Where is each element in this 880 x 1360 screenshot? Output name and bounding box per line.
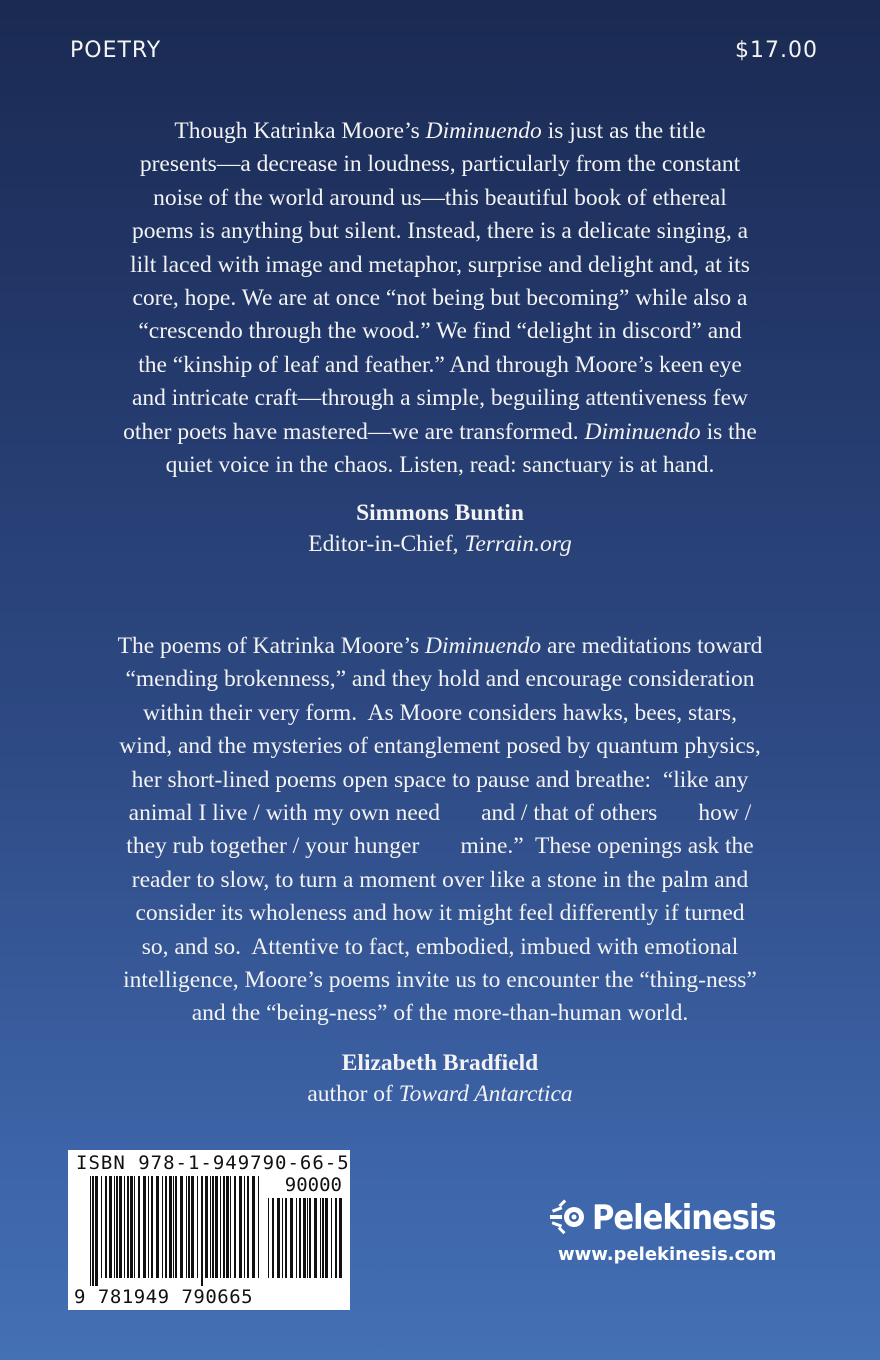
barcode-bar	[138, 1176, 140, 1278]
blurb-text: consider its wholeness and how it might feel differently if turned	[135, 900, 745, 927]
blurb-text: animal I live / with my own need and / that of others how /	[128, 800, 752, 827]
barcode-bar	[175, 1176, 177, 1278]
barcode-bar	[201, 1176, 203, 1286]
blurb-text: core, hope. We are at once “not being but becoming” while also a	[132, 285, 748, 312]
barcode-bar	[335, 1198, 337, 1278]
barcode-bar	[303, 1198, 306, 1278]
blurb-text: and the “being-ness” of the more-than-human world.	[191, 1000, 689, 1027]
blurb-line	[70, 830, 810, 863]
blurb-line	[70, 449, 810, 482]
barcode-bar	[130, 1176, 133, 1278]
barcode-bar	[215, 1176, 218, 1278]
barcode-bar	[244, 1176, 245, 1278]
barcode-bar	[210, 1176, 211, 1278]
blurb-line	[70, 349, 810, 382]
barcode-bar	[223, 1176, 225, 1278]
barcode-bar	[143, 1176, 146, 1278]
blurb-text: is the	[700, 418, 757, 445]
book-title-italic: Diminuendo	[425, 118, 542, 144]
barcode-bar	[339, 1198, 342, 1278]
barcode-bar	[114, 1176, 115, 1278]
blurb-line	[70, 697, 810, 730]
blurb-line	[70, 282, 810, 315]
price-code: 90000	[284, 1174, 342, 1196]
blurb-line	[70, 797, 810, 830]
barcode-bar	[277, 1198, 280, 1278]
barcode-bar	[162, 1176, 163, 1278]
blurb-text: “crescendo through the wood.” We find “delight in discord” and	[138, 318, 742, 345]
blurb-text: noise of the world around us—this beautiful book of ethereal	[153, 184, 727, 211]
barcode-bar	[314, 1198, 317, 1278]
blurb-text: other poets have mastered—we are transformed.	[123, 418, 585, 445]
blurb-text: the “kinship of leaf and feather.” And through Moore’s keen eye	[138, 351, 742, 378]
barcode-bar	[226, 1176, 229, 1278]
barcode-bar	[134, 1176, 135, 1278]
barcode-bar	[268, 1198, 269, 1278]
blurb-line	[70, 730, 810, 763]
blurb-text: they rub together / your hunger mine.” These openings ask the	[126, 833, 754, 860]
barcode-bar	[325, 1198, 328, 1278]
ean-digits: 9 781949 790665	[74, 1286, 254, 1308]
blurb-text: so, and so. Attentive to fact, embodied, imbued with emotional	[141, 933, 739, 960]
isbn-barcode	[68, 1150, 350, 1310]
barcode-bar	[151, 1176, 153, 1278]
barcode-bar	[180, 1176, 183, 1278]
blurb-text: are meditations toward	[541, 633, 763, 659]
blurb-text: The poems of Katrinka Moore’s	[117, 633, 425, 659]
barcode-bar	[272, 1198, 274, 1278]
publisher-name: Pelekinesis	[592, 1198, 776, 1238]
blurb-buntin	[70, 115, 810, 482]
blurb-line	[70, 663, 810, 696]
barcode-bar	[92, 1176, 94, 1286]
barcode-bar	[230, 1176, 231, 1278]
blurb-line	[70, 315, 810, 348]
blurb-line	[70, 997, 810, 1030]
blurb-text: her short-lined poems open space to pause and breathe: “like any	[131, 766, 749, 793]
barcode-bar	[95, 1176, 98, 1286]
blurb-line	[70, 148, 810, 181]
barcode-bar	[252, 1176, 255, 1278]
barcode-bar	[299, 1198, 301, 1278]
publisher-block	[548, 1198, 798, 1265]
publisher-url[interactable]: www.pelekinesis.com	[558, 1244, 777, 1265]
barcode-addon-bars	[268, 1198, 342, 1286]
barcode-bar	[285, 1198, 287, 1278]
blurb-line	[70, 416, 810, 449]
blurb-text: quiet voice in the chaos. Listen, read: sanctuary is at hand.	[165, 452, 715, 479]
blurb-text: Though Katrinka Moore’s	[174, 118, 426, 144]
sunburst-logo-icon	[548, 1198, 588, 1238]
barcode-bar	[188, 1176, 190, 1278]
barcode-bar	[307, 1198, 308, 1278]
blurb-author-role: author of Toward Antarctica	[307, 1081, 573, 1107]
barcode-bar	[220, 1176, 221, 1278]
barcode-bar	[205, 1176, 208, 1278]
blurb-text: reader to slow, to turn a moment over like a stone in the palm and	[131, 866, 749, 893]
barcode-bar	[191, 1176, 194, 1278]
blurb-bradfield	[70, 630, 810, 1031]
barcode-bar	[119, 1176, 122, 1278]
barcode-bar	[282, 1198, 283, 1278]
barcode-bar	[234, 1176, 236, 1278]
barcode-bar	[90, 1176, 91, 1286]
barcode-bar	[247, 1176, 249, 1278]
barcode-bar	[173, 1176, 174, 1278]
barcode-bar	[169, 1176, 172, 1278]
barcode-bar	[124, 1176, 125, 1278]
blurb-line	[70, 115, 810, 148]
barcode-bars	[90, 1176, 262, 1286]
barcode-bar	[309, 1198, 311, 1278]
blurb-text: and intricate craft—through a simple, beguiling attentiveness few	[131, 385, 749, 412]
blurb-text: “mending brokenness,” and they hold and encourage consideration	[125, 666, 755, 693]
barcode-bar	[105, 1176, 107, 1278]
blurb-text: presents—a decrease in loudness, particularly from the constant	[139, 151, 741, 178]
blurb-author-role: Editor-in-Chief, Terrain.org	[308, 531, 572, 557]
blurb-line	[70, 182, 810, 215]
blurb-line	[70, 630, 810, 663]
price-label: $17.00	[735, 38, 818, 63]
genre-label: POETRY	[70, 38, 162, 63]
blurb-author-name: Simmons Buntin	[356, 500, 524, 526]
barcode-bar	[296, 1198, 297, 1278]
blurb-line	[70, 764, 810, 797]
blurb-line	[70, 897, 810, 930]
barcode-bar	[331, 1198, 332, 1278]
blurb-text: lilt laced with image and metaphor, surprise and delight and, at its	[130, 251, 750, 278]
barcode-bar	[148, 1176, 149, 1278]
barcode-bar	[127, 1176, 129, 1278]
book-title-italic: Diminuendo	[424, 633, 542, 659]
blurb-text: wind, and the mysteries of entanglement posed by quantum physics,	[119, 733, 761, 760]
blurb-line	[70, 931, 810, 964]
barcode-bar	[116, 1176, 118, 1278]
barcode-bar	[322, 1198, 324, 1278]
blurb-line	[70, 249, 810, 282]
blurb-text: is just as the title	[541, 118, 706, 144]
barcode-bar	[101, 1176, 102, 1278]
isbn-number: ISBN 978-1-949790-66-5	[76, 1152, 350, 1174]
barcode-bar	[165, 1176, 167, 1278]
barcode-bar	[197, 1176, 198, 1278]
attribution-bradfield	[70, 1048, 810, 1110]
blurb-line	[70, 382, 810, 415]
barcode-bar	[290, 1198, 293, 1278]
barcode-bar	[212, 1176, 214, 1278]
attribution-buntin	[70, 498, 810, 560]
blurb-text: poems is anything but silent. Instead, there is a delicate singing, a	[131, 218, 749, 245]
blurb-text: intelligence, Moore’s poems invite us to encounter the “thing-ness”	[123, 967, 757, 994]
blurb-line	[70, 964, 810, 997]
blurb-text: within their very form. As Moore considers hawks, bees, stars,	[143, 699, 737, 726]
barcode-bar	[239, 1176, 242, 1278]
barcode-bar	[156, 1176, 159, 1278]
barcode-bar	[320, 1198, 321, 1278]
barcode-bar	[186, 1176, 187, 1278]
blurb-author-name: Elizabeth Bradfield	[341, 1050, 539, 1076]
blurb-line	[70, 864, 810, 897]
blurb-line	[70, 215, 810, 248]
barcode-bar	[258, 1176, 259, 1278]
barcode-bar	[109, 1176, 112, 1278]
book-title-italic: Diminuendo	[584, 418, 701, 445]
